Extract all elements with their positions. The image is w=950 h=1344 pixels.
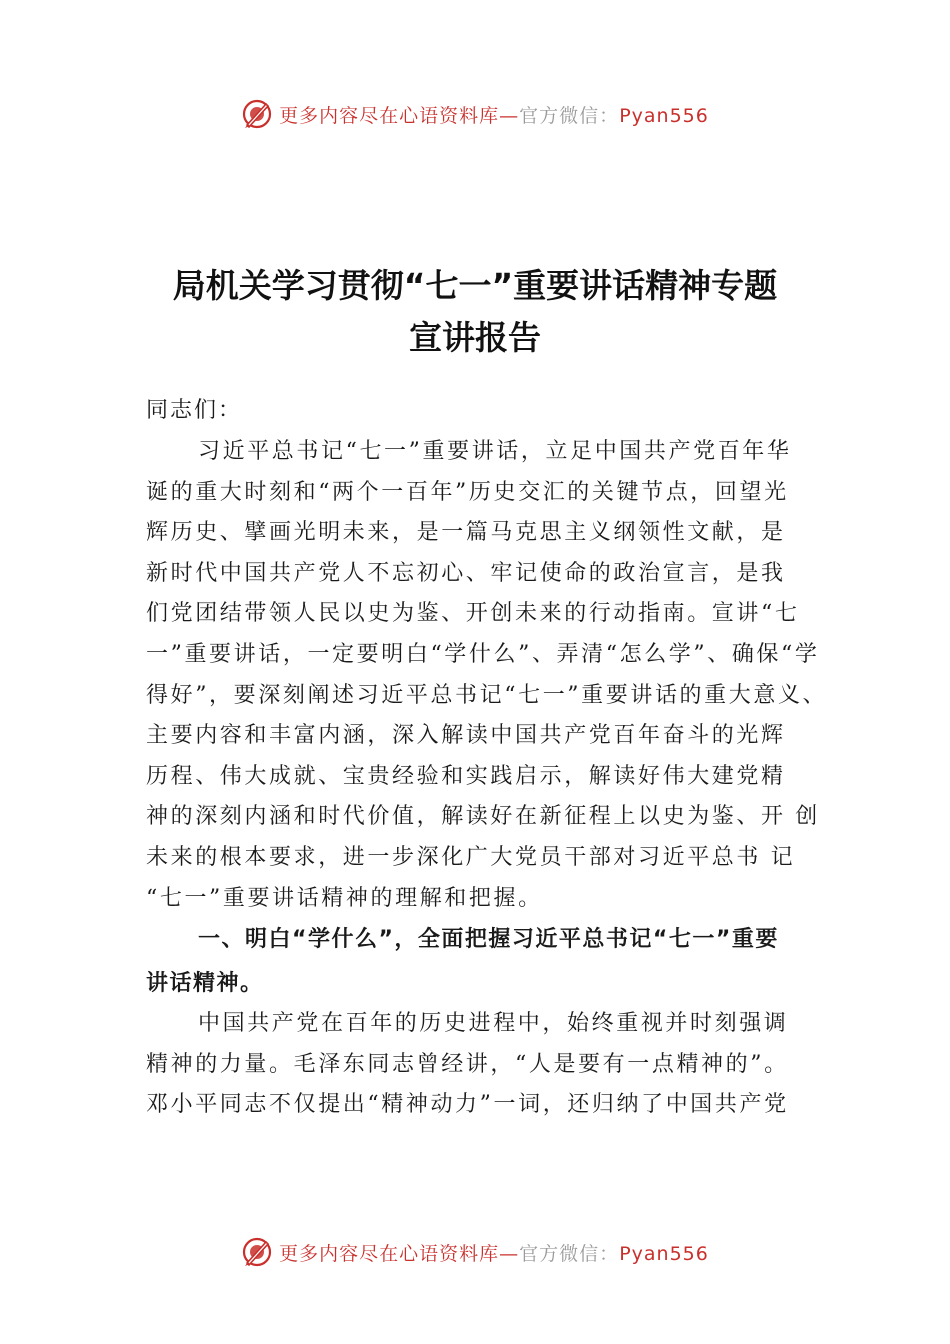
paragraph-line: 历程、伟大成就、宝贵经验和实践启示，解读好伟大建党精: [146, 763, 786, 789]
body-paragraph-2: [146, 1004, 836, 1126]
paragraph-line: 诞的重大时刻和“两个一百年”历史交汇的关键节点，回望光: [146, 479, 789, 505]
paragraph-line: 辉历史、擘画光明未来，是一篇马克思主义纲领性文献，是: [146, 520, 786, 546]
heading-line: 讲话精神。: [146, 971, 264, 996]
banner-text: [279, 101, 709, 128]
paragraph-line: 们党团结带领人民以史为鉴、开创未来的行动指南。宣讲“七: [146, 601, 800, 627]
paragraph-line: 中国共产党在百年的历史进程中，始终重视并时刻强调: [198, 1011, 789, 1036]
banner-wechat-label: 官方微信：: [519, 104, 620, 127]
paragraph-line: 一”重要讲话，一定要明白“学什么”、弄清“怎么学”、确保“学: [146, 641, 820, 667]
document-title-line-1: 局机关学习贯彻“七一”重要讲话精神专题: [172, 266, 778, 305]
paragraph-line: 得好”，要深刻阐述习近平总书记“七一”重要讲话的重大意义、: [146, 682, 828, 708]
pen-badge-logo-icon: [241, 98, 273, 130]
banner-wechat-code: Pyan556: [619, 1242, 709, 1265]
banner-library-text: 更多内容尽在心语资料库—: [279, 1242, 520, 1265]
paragraph-line: “七一”重要讲话精神的理解和把握。: [146, 885, 543, 911]
banner-text: [279, 1239, 709, 1266]
paragraph-line: 未来的根本要求，进一步深化广大党员干部对习近平总书 记: [146, 844, 796, 870]
pen-badge-logo-icon: [241, 1236, 273, 1268]
heading-line: 一、明白“学什么”，全面把握习近平总书记“七一”重要: [198, 927, 779, 952]
paragraph-line: 邓小平同志不仅提出“精神动力”一词，还归纳了中国共产党: [146, 1092, 789, 1118]
header-banner: [0, 94, 950, 134]
section-heading-1: [146, 918, 836, 1006]
paragraph-line: 习近平总书记“七一”重要讲话，立足中国共产党百年华: [198, 439, 792, 464]
salutation: 同志们：: [146, 398, 243, 423]
banner-wechat-label: 官方微信：: [519, 1242, 620, 1265]
body-paragraph-1: [146, 432, 836, 919]
paragraph-line: 新时代中国共产党人不忘初心、牢记使命的政治宣言，是我: [146, 560, 786, 586]
paragraph-line: 精神的力量。毛泽东同志曾经讲，“人是要有一点精神的”。: [146, 1051, 789, 1077]
banner-library-text: 更多内容尽在心语资料库—: [279, 104, 520, 127]
paragraph-line: 神的深刻内涵和时代价值，解读好在新征程上以史为鉴、开 创: [146, 804, 820, 830]
paragraph-line: 主要内容和丰富内涵，深入解读中国共产党百年奋斗的光辉: [146, 723, 786, 749]
document-title-line-2: 宣讲报告: [409, 318, 541, 357]
banner-wechat-code: Pyan556: [619, 104, 709, 127]
footer-banner: [0, 1232, 950, 1272]
